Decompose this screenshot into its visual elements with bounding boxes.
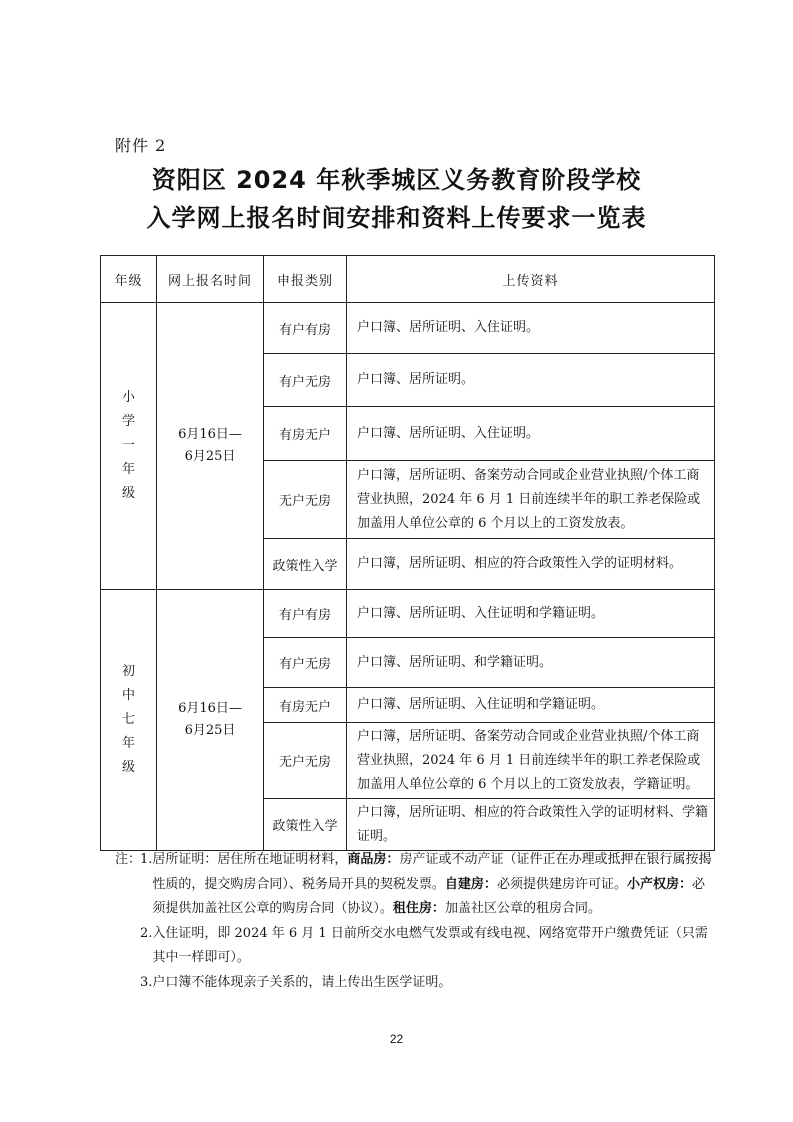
page-number: 22 <box>389 1032 404 1046</box>
category-cell: 有户无房 <box>264 638 347 688</box>
notes-section <box>115 848 715 995</box>
header-category: 申报类别 <box>264 256 347 303</box>
materials-cell: 户口簿、居所证明、入住证明。 <box>347 407 715 461</box>
header-materials: 上传资料 <box>347 256 715 303</box>
category-cell: 有房无户 <box>264 688 347 723</box>
attachment-label: 附件 2 <box>115 136 167 155</box>
category-cell: 有户有房 <box>264 590 347 638</box>
materials-cell: 户口簿，居所证明、相应的符合政策性入学的证明材料、学籍证明。 <box>347 799 715 851</box>
category-cell: 无户无房 <box>264 723 347 799</box>
materials-cell: 户口簿、居所证明、入住证明。 <box>347 303 715 354</box>
category-cell: 有户有房 <box>264 303 347 354</box>
table-row <box>101 303 715 354</box>
materials-cell: 户口簿、居所证明。 <box>347 354 715 407</box>
notes-label: 注： <box>115 852 142 867</box>
materials-cell: 户口簿、居所证明、入住证明和学籍证明。 <box>347 688 715 723</box>
note-2: 2. 入住证明，即 2024 年 6 月 1 日前所交水电燃气发票或有线电视、网络宽带开户缴费凭证（只需其中一样即可）。 <box>140 925 708 965</box>
note-3: 3. 户口簿不能体现亲子关系的，请上传出生医学证明。 <box>140 974 452 990</box>
category-cell: 政策性入学 <box>264 799 347 851</box>
table-header-row <box>101 256 715 303</box>
category-cell: 无户无房 <box>264 461 347 539</box>
materials-cell: 户口簿，居所证明、备案劳动合同或企业营业执照/个体工商营业执照，2024 年 6 月 1 日前连续半年的职工养老保险或加盖用人单位公章的 6 个月以上的工资发放表，学籍证明。 <box>347 723 715 799</box>
document-title-line2: 入学网上报名时间安排和资料上传要求一览表 <box>146 204 647 232</box>
materials-cell: 户口簿、居所证明、和学籍证明。 <box>347 638 715 688</box>
header-time: 网上报名时间 <box>157 256 264 303</box>
grade-cell-primary: 小学一年级 <box>101 303 157 590</box>
table-row <box>101 590 715 638</box>
materials-cell: 户口簿，居所证明、相应的符合政策性入学的证明材料。 <box>347 539 715 590</box>
document-title-line1: 资阳区 2024 年秋季城区义务教育阶段学校 <box>151 166 642 194</box>
time-cell-primary: 6月16日— 6月25日 <box>157 303 264 590</box>
category-cell: 有房无户 <box>264 407 347 461</box>
note-1: 注： 1. 居所证明：居住所在地证明材料，商品房：房产证或不动产证（证件正在办理或抵押在银行属按揭性质的，提交购房合同）、税务局开具的契税发票。自建房：必须提供建房许可证。小产权房：必须提供加盖社区公章的购房合同（协议）。租住房：加盖社区公章的租房合同。 <box>115 848 715 922</box>
materials-cell: 户口簿、居所证明、入住证明和学籍证明。 <box>347 590 715 638</box>
enrollment-table <box>100 255 715 851</box>
grade-cell-junior: 初中七年级 <box>101 590 157 851</box>
category-cell: 有户无房 <box>264 354 347 407</box>
time-cell-junior: 6月16日— 6月25日 <box>157 590 264 851</box>
materials-cell: 户口簿，居所证明、备案劳动合同或企业营业执照/个体工商营业执照，2024 年 6 月 1 日前连续半年的职工养老保险或加盖用人单位公章的 6 个月以上的工资发放表。 <box>347 461 715 539</box>
header-grade: 年级 <box>101 256 157 303</box>
category-cell: 政策性入学 <box>264 539 347 590</box>
